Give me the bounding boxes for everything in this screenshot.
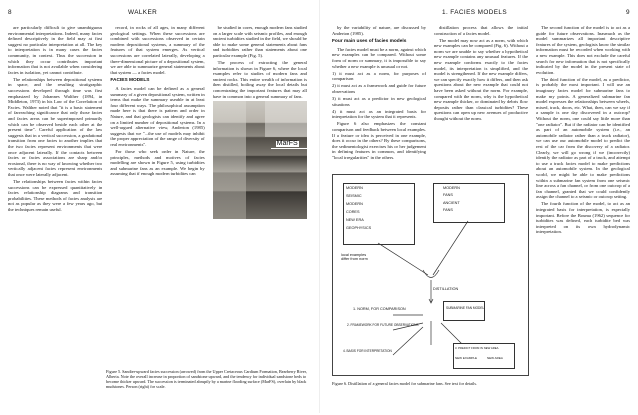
box-label: FANS xyxy=(443,208,453,212)
paragraph: be studied in cores, enough modern fans studied on a larger scale with seismic profiles, and enough ancient turbidites studied in the field, we should be able to make some general statements about fans and turbidites rather than statements about one particular example (Fig. 5). xyxy=(212,25,307,58)
submarine-fan-model-box xyxy=(443,301,485,321)
model-label: SUBMARINE FAN MODEL xyxy=(446,306,485,310)
box-label: MODERN xyxy=(346,186,363,190)
new-example-label: NEW EXAMPLE xyxy=(455,356,478,360)
local-examples-label: local examples differ from norm xyxy=(341,253,368,261)
running-head: WALKER xyxy=(128,9,158,16)
list-item: 4) it must act as an integrated basis for interpretation for the system that it represents. xyxy=(332,108,426,120)
left-col-1 xyxy=(8,25,102,219)
figure-5-photo xyxy=(213,101,307,219)
box-label: MODERN xyxy=(443,186,460,190)
box-label: FANS xyxy=(443,193,453,197)
right-page-header xyxy=(332,9,630,21)
paragraph: The second function of the model is to act as a guide for future observations. Inasmuch as the model summarizes all important descriptive features of the system, geologists know the similar information must be recorded when working with a new example. This does not exclude the careful search for new information that is not specifically indicated by the model in the present state of evolution. xyxy=(536,25,630,75)
paragraph: Figure 6 also emphasizes the constant comparison and feedback between local examples. If a feature or idea is perceived in one example, does it occur in the others? By these comparisons, the sedimentologist exercises his or her judgement in defining features in common, and identifying "local irregularities" in the others. xyxy=(332,121,426,160)
paragraph: The relationships between facies within facies successions can be expressed quantitatively in facies relationship diagrams and transition probabilities. These methods of facies analysis are not as popular as they were a few years ago, but the techniques remain useful. xyxy=(8,179,103,212)
box-label: CORES xyxy=(346,210,360,214)
paragraph: The fourth function of the model, to act as an integrated basis for interpretation, is especially important. Before the Bouma (1962) sequence for turbidites was defined, each turbidite bed was interpreted on its own hydrodynamic interpretation. xyxy=(536,201,630,235)
paragraph: The third function of the model, as a predictor, is probably the most important. I will use an imaginary facies model for submarine fans to make my points. A generalized submarine fan model expresses the relationships between wheels, mixed, track, doors, etc. What, then, can we say if a sample is one day discovered in a outcrop? Without the norm, one could say little more than "one radiator". But if the radiator can be identified as part of an automobile system (i.e., an automobile radiator rather than a truck radiator), we can use our automobile model to predict the rest of the car from the discovery of a radiator. Clearly, we will go wrong if we (incorrectly) identify the radiator as part of a truck, and attempt to use a truck facies model to make predictions about an automobile system. In the geological world, we might be able to make predictions within a submarine fan system from one seismic line across a fan channel, or from one outcrop of a fan channel, granted that we could confidently assign the channel to a seismic or outcrop setting. xyxy=(536,76,630,200)
framework-label: 2. FRAMEWORK FOR FUTURE OBSERVATIONS xyxy=(347,323,419,327)
list-item: 3) it must act as a predictor in new geological situations xyxy=(332,96,426,107)
left-page-header xyxy=(8,9,307,21)
paragraph: The relationships between depositional systems in space, and the resulting stratigraphic successions developed through time was first emphasized by Johannes Walther (1894, in Middleton, 1973) in his Law of the Correlation of Facies. Walther noted that "it is a basic statement of farreaching significance that only those facies and facies areas can be superimposed primarily which can be observed beside each other at the present time". Careful application of the law suggests that in a vertical succession, a gradational transition from one facies to another implies that the two facies represent environments that were once adjacent laterally. If the contacts between facies or facies associations are sharp and/or erosional, there is no way of knowing whether two vertically adjacent facies represent environments that once were laterally adjacent. xyxy=(8,76,103,177)
paragraph: The model may now act as a norm, with which new examples can be compared (Fig. 6). Without a norm we are unable to say whether a hypothetical new example contains any unusual features. If the new example conforms exactly to the facies model, its interpretation is simplified, and the model is strengthened. If the new example differs, we can specify exactly how it differs, and then ask questions about the new example that could not have been asked without the norm. For example, compared with the norm, why is the hypothetical new example thicker, or dominated by debris flow deposits rather than classical turbidites? These questions can open up new avenues of productive thought without the norm. xyxy=(434,37,528,121)
list-item: 2) it must act as a framework and guide for future observations xyxy=(332,83,426,94)
left-columns xyxy=(8,25,307,219)
box-label: NEW ERA xyxy=(346,218,364,222)
left-col-2 xyxy=(110,25,204,219)
predict-label: 3. PREDICT FROM IN NEW AREA xyxy=(455,346,499,350)
paragraph: distillation process that allows the initial construction of a facies model. xyxy=(434,25,528,36)
paragraph: record, in rocks of all ages, in many different geological settings. When these successions are combined with successions observed in certain modern depositional systems, a summary of the features of that system emerges. As vertical successions are correlated laterally, developing a three-dimensional picture of a depositional system, we are able to summarize general statements about that system — a facies model. xyxy=(110,25,205,75)
paragraph: A facies model can be defined as a general summary of a given depositional system, written in terms that make the summary useable in at least four different ways. The philosophical assumption made here is that there is pattern and order in Nature, and that geologists can identify and agree on a limited number of depositional systems. In a well-argued alternative view, Anderton (1985) suggests that we "...the use of models may inhibit the proper appreciation of the range of diversity of real environments". xyxy=(110,85,205,147)
marfs-label: MarFS xyxy=(276,140,298,148)
right-col-1 xyxy=(332,25,426,187)
interpretation-label: 4. BASIS FOR INTERPRETATION xyxy=(343,349,392,353)
distillation-label: DISTILLATION xyxy=(433,287,459,291)
right-page xyxy=(319,0,638,413)
paragraph: For those who seek order in Nature, the principles, methods and motives of facies modelling are shown in Figure 5, using turbidites and submarine fans as an example. We begin by assuming that if enough modern turbidites can xyxy=(110,148,205,177)
paragraph: are particularly difficult to give unambiguous environmental interpretations. Indeed, many facies defined descriptively in the field may at first suggest no particular interpretation at all. The key to interpretation is in many cases the facies community, in context. Thus the succession in which they occur contributes important information that is not available when considering facies in isolation, yet cannot contribute. xyxy=(8,25,103,75)
page-number: 8 xyxy=(8,9,12,16)
page-number: 9 xyxy=(626,9,630,16)
box-label: MODERN xyxy=(346,202,363,206)
figure-6-caption: Figure 6. Distillation of a general facies model for submarine fans. See text for details. xyxy=(332,381,478,386)
figure-5-caption: Figure 5. Sandier-upward facies succession (arrowed) from the Upper Cretaceous Cardium Formation, Bearberry River, Alberta. Note the overall increase in proportion of sandstone upward, and the tendency for individual sandstone beds to become thicker upward. The succession is terminated abruptly by a marine flooding surface (MarFS), overlain by black mudstones. Person (right) for scale. xyxy=(106,369,307,389)
paragraph: The facies model must be a norm, against which new examples can be compared. Without some form of norm or summary, it is impossible to say whether a new example is unusual or not. xyxy=(332,46,426,69)
box-label: GEOPHYSICS xyxy=(346,226,372,230)
new-area-label: NEW AREA xyxy=(487,356,503,360)
figure-6-diagram xyxy=(332,174,529,376)
norm-label: 1. NORM, FOR COMPARISON xyxy=(353,307,406,311)
list-item: 1) it must act as a norm, for purposes of comparison xyxy=(332,70,426,82)
right-col-3 xyxy=(536,25,630,415)
box-label: ANCIENT xyxy=(443,201,460,205)
section-heading: Four main uses of facies models xyxy=(332,39,407,45)
left-page xyxy=(0,0,319,413)
paragraph: The process of extracting the general information is shown in Figure 6, where the local examples refer to studies of modern fans and ancient rocks. This entire wealth of information is then distilled, boiling away the local details but concentrating the important features that may all have in common into a general summary of fans. xyxy=(212,60,307,99)
box-label: SEISMIC xyxy=(346,194,362,198)
left-col-3 xyxy=(213,25,307,219)
paragraph: by the variability of nature, are discussed by Anderton (1985). xyxy=(332,25,426,36)
right-col-2 xyxy=(434,25,528,187)
section-heading: FACIES MODELS xyxy=(110,78,150,84)
running-head: 1. FACIES MODELS xyxy=(442,9,507,16)
